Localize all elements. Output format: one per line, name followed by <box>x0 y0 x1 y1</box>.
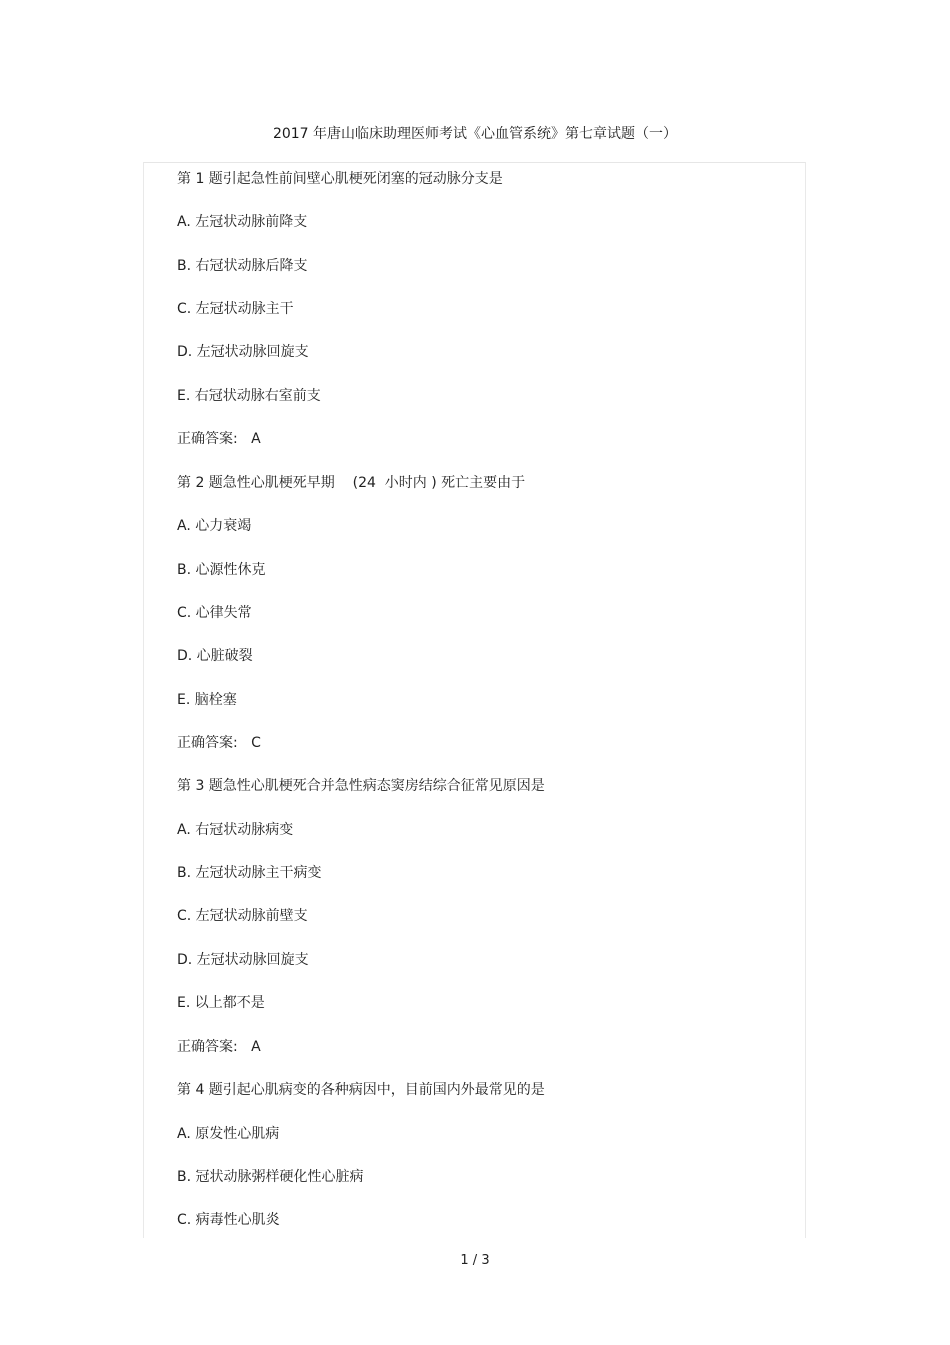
question-1-option-a: A. 左冠状动脉前降支 <box>177 214 308 230</box>
content-frame <box>143 162 806 1238</box>
question-3-option-d: D. 左冠状动脉回旋支 <box>177 952 309 968</box>
question-3-answer: 正确答案: A <box>177 1039 261 1055</box>
question-2-option-e: E. 脑栓塞 <box>177 692 237 708</box>
question-3-text: 第 3 题急性心肌梗死合并急性病态窦房结综合征常见原因是 <box>177 778 545 794</box>
question-2-option-c: C. 心律失常 <box>177 605 252 621</box>
question-4-text: 第 4 题引起心肌病变的各种病因中，目前国内外最常见的是 <box>177 1082 545 1098</box>
question-2-option-d: D. 心脏破裂 <box>177 648 253 664</box>
question-3-option-c: C. 左冠状动脉前壁支 <box>177 908 308 924</box>
question-1-answer: 正确答案: A <box>177 431 261 447</box>
question-4-option-c: C. 病毒性心肌炎 <box>177 1212 280 1228</box>
document-title: 2017 年唐山临床助理医师考试《心血管系统》第七章试题（一） <box>272 126 678 142</box>
question-3-option-a: A. 右冠状动脉病变 <box>177 822 294 838</box>
question-1-option-d: D. 左冠状动脉回旋支 <box>177 344 309 360</box>
question-1-text: 第 1 题引起急性前间壁心肌梗死闭塞的冠动脉分支是 <box>177 171 503 187</box>
question-3-option-b: B. 左冠状动脉主干病变 <box>177 865 322 881</box>
question-3-option-e: E. 以上都不是 <box>177 995 265 1011</box>
question-1-option-e: E. 右冠状动脉右室前支 <box>177 388 321 404</box>
question-4-option-a: A. 原发性心肌病 <box>177 1126 280 1142</box>
question-2-answer: 正确答案: C <box>177 735 261 751</box>
question-4-option-b: B. 冠状动脉粥样硬化性心脏病 <box>177 1169 364 1185</box>
page-number: 1 / 3 <box>460 1253 490 1268</box>
question-2-option-a: A. 心力衰竭 <box>177 518 252 534</box>
question-1-option-c: C. 左冠状动脉主干 <box>177 301 294 317</box>
question-2-option-b: B. 心源性休克 <box>177 562 266 578</box>
question-2-text: 第 2 题急性心肌梗死早期 (24 小时内 ) 死亡主要由于 <box>177 475 526 491</box>
question-1-option-b: B. 右冠状动脉后降支 <box>177 258 308 274</box>
